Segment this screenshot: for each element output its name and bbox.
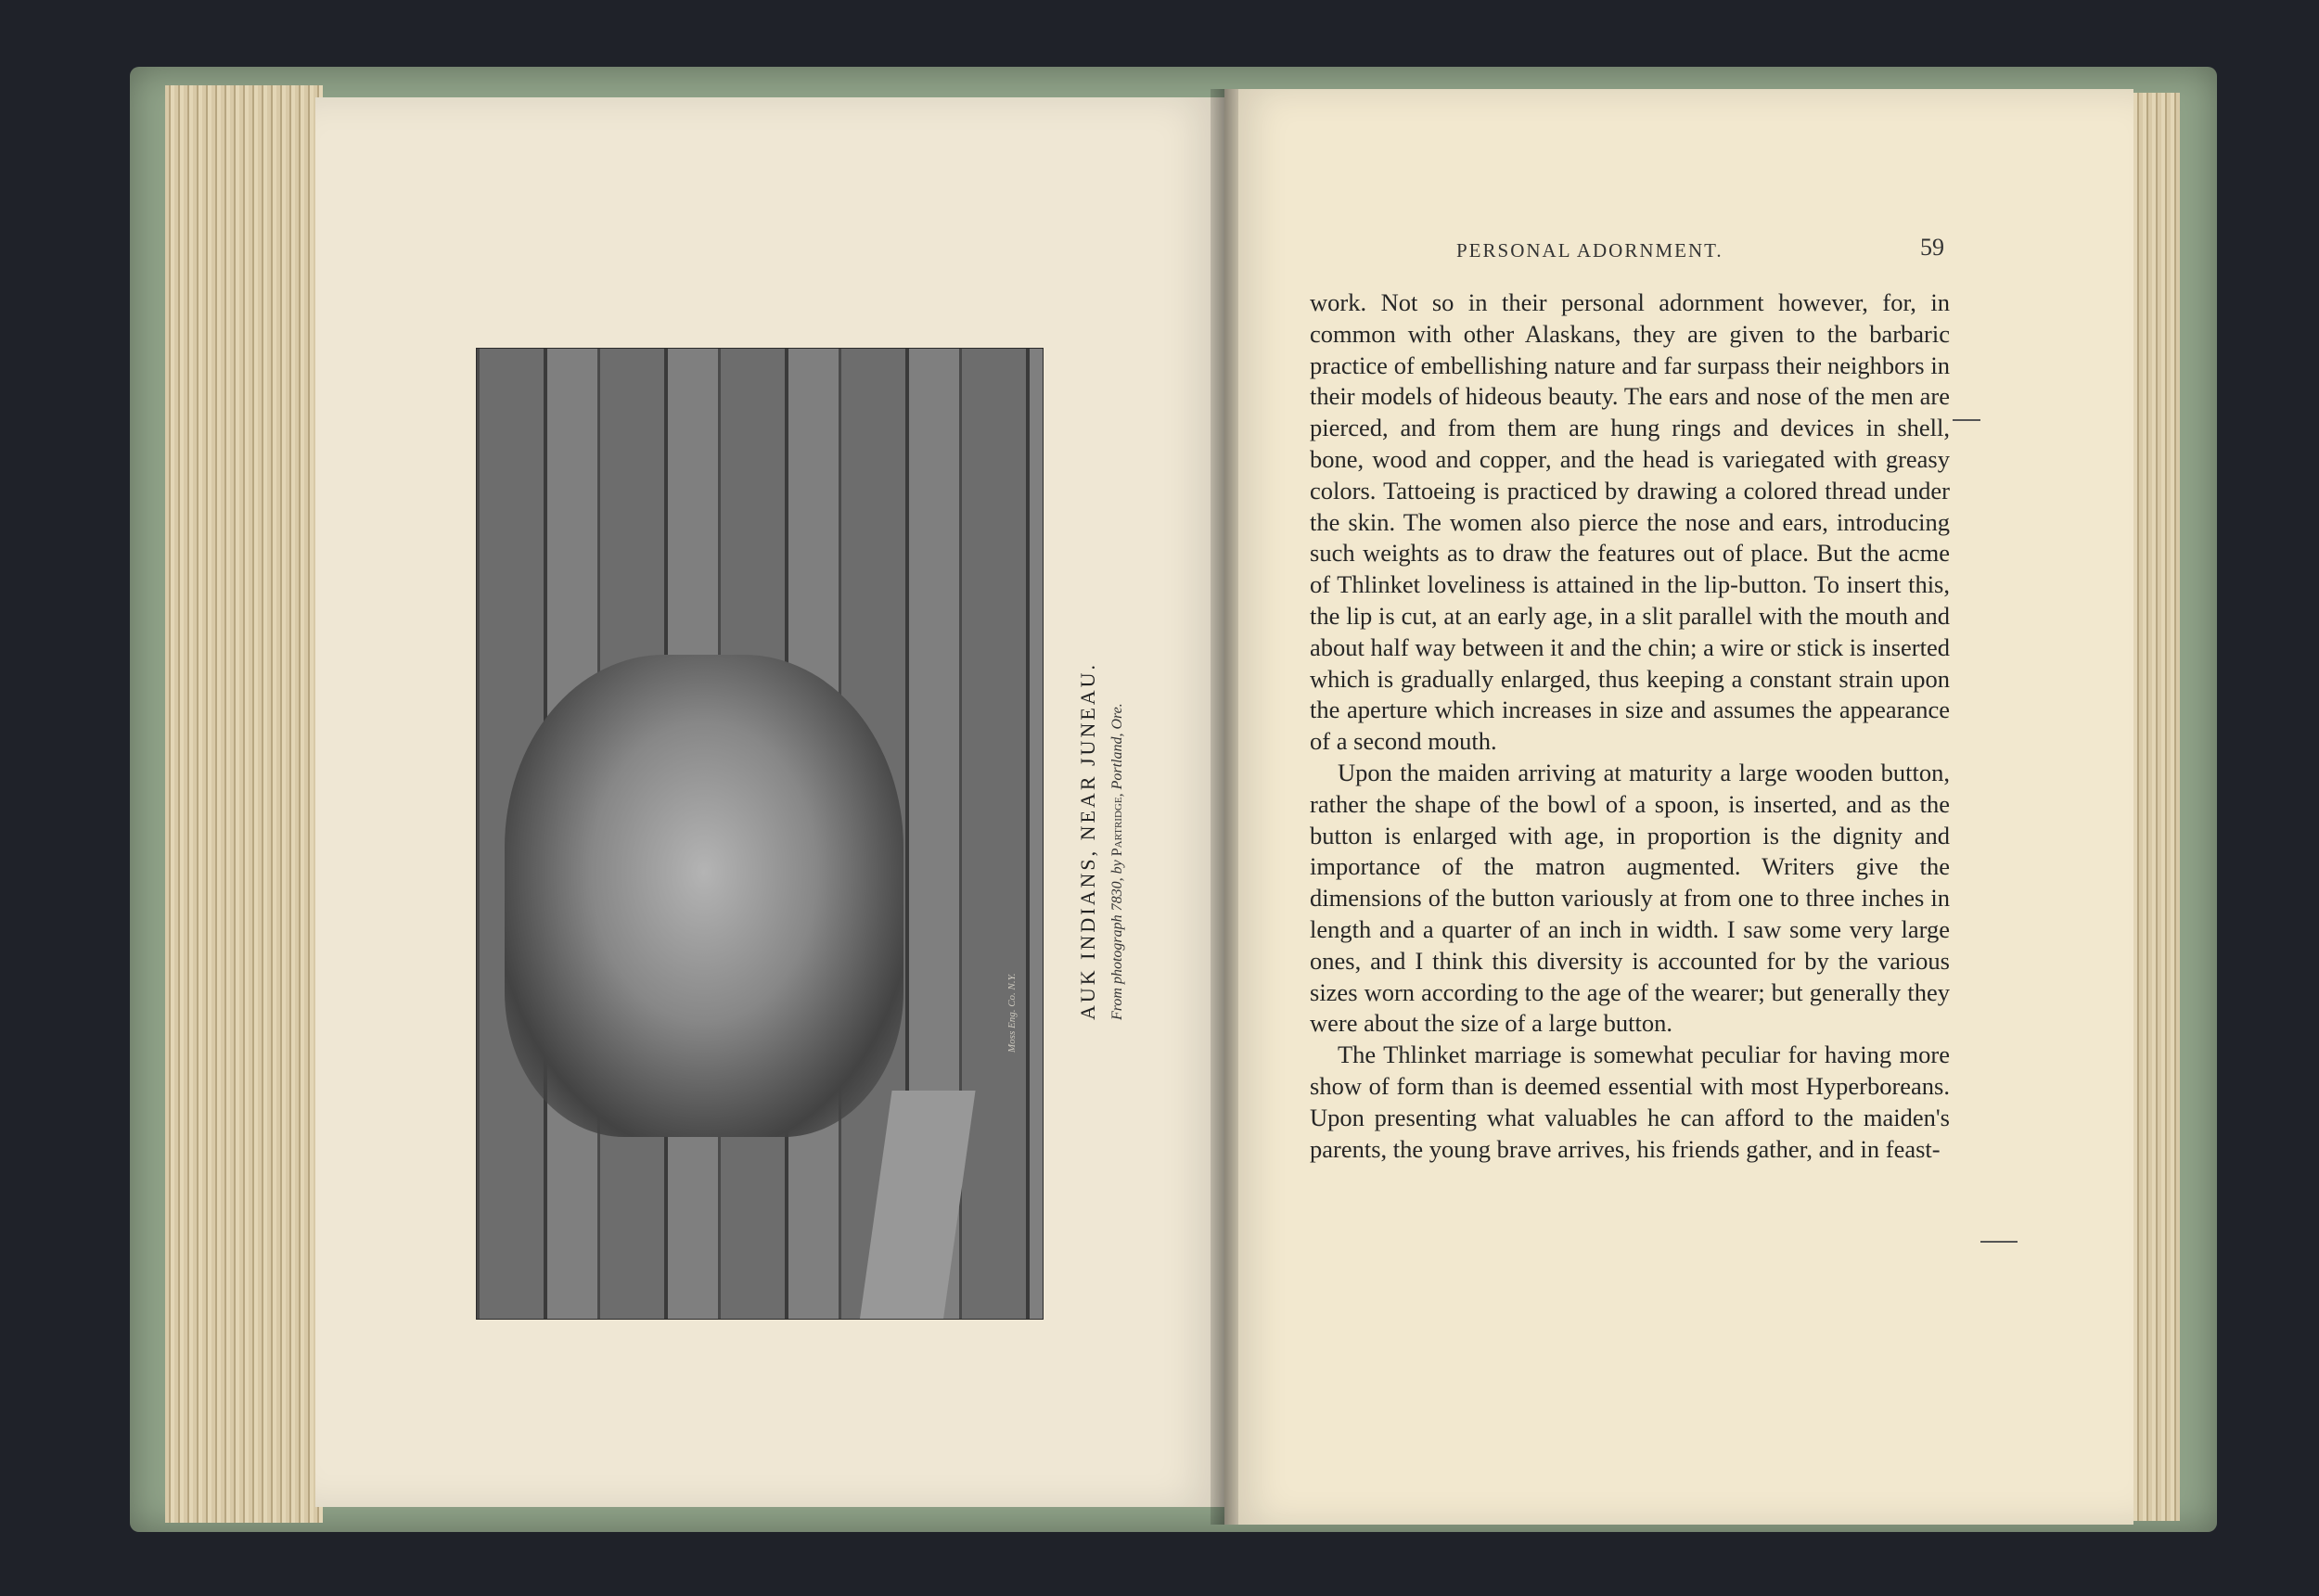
book-gutter — [1211, 89, 1238, 1525]
margin-mark — [1980, 1241, 2018, 1243]
body-text — [1310, 287, 1950, 1165]
caption-credit — [1109, 662, 1126, 1020]
photograph-auk-indians — [476, 348, 1044, 1320]
margin-mark — [1953, 419, 1980, 421]
caption-credit-suffix: , Portland, Ore. — [1109, 703, 1125, 798]
page-edges-left — [165, 85, 323, 1523]
photo-bench — [859, 1091, 975, 1320]
caption-title: AUK INDIANS, NEAR JUNEAU. — [1076, 661, 1099, 1020]
page-number: 59 — [1920, 234, 1944, 261]
caption-credit-prefix: From photograph 7830, by — [1109, 856, 1125, 1020]
paragraph-1: work. Not so in their personal adornment however, for, in common with other Alaskans, they are given to the barbaric practice of embellishing nature and far surpass their neighbors in their models of hideous beauty. The ears and nose of the men are pierced, and from them are hung rings and devices in shell, bone, wood and copper, and the head is variegated with greasy colors. Tattoeing is practiced by drawing a colored thread under the skin. The women also pierce the nose and ears, introducing such weights as to draw the features out of place. But the acme of Thlinket loveliness is attained in the lip-button. To insert this, the lip is cut, at an early age, in a slit parallel with the mouth and about half way between it and the chin; a wire or stick is inserted which is gradually enlarged, thus keeping a constant strain upon the aperture which increases in size and assumes the appearance of a second mouth. — [1310, 288, 1950, 756]
photo-caption — [1076, 662, 1126, 1020]
paragraph-3: The Thlinket marriage is somewhat peculiar for having more show of form than is deemed essential with most Hyperboreans. Upon presenting what valuables he can afford to the maiden's parents, the young brave arrives, his friends gather, and in feast- — [1310, 1041, 1950, 1163]
paragraph-2: Upon the maiden arriving at maturity a large wooden button, rather the shape of the bowl of a spoon, is inserted, and as the button is enlarged with age, in proportion is the dignity and importance of the matron augmented. Writers give the dimensions of the button variously at from one to three inches in length and a quarter of an inch in width. I saw some very large ones, and I think this diversity is accounted for by the various sizes worn according to the age of the wearer; but generally they were about the size of a large button. — [1310, 758, 1950, 1038]
caption-credit-name: Partridge — [1109, 797, 1125, 857]
running-head: PERSONAL ADORNMENT. — [1456, 239, 1723, 262]
photo-figures — [505, 655, 903, 1137]
engraver-signature: Moss Eng. Co. N.Y. — [1006, 973, 1018, 1053]
